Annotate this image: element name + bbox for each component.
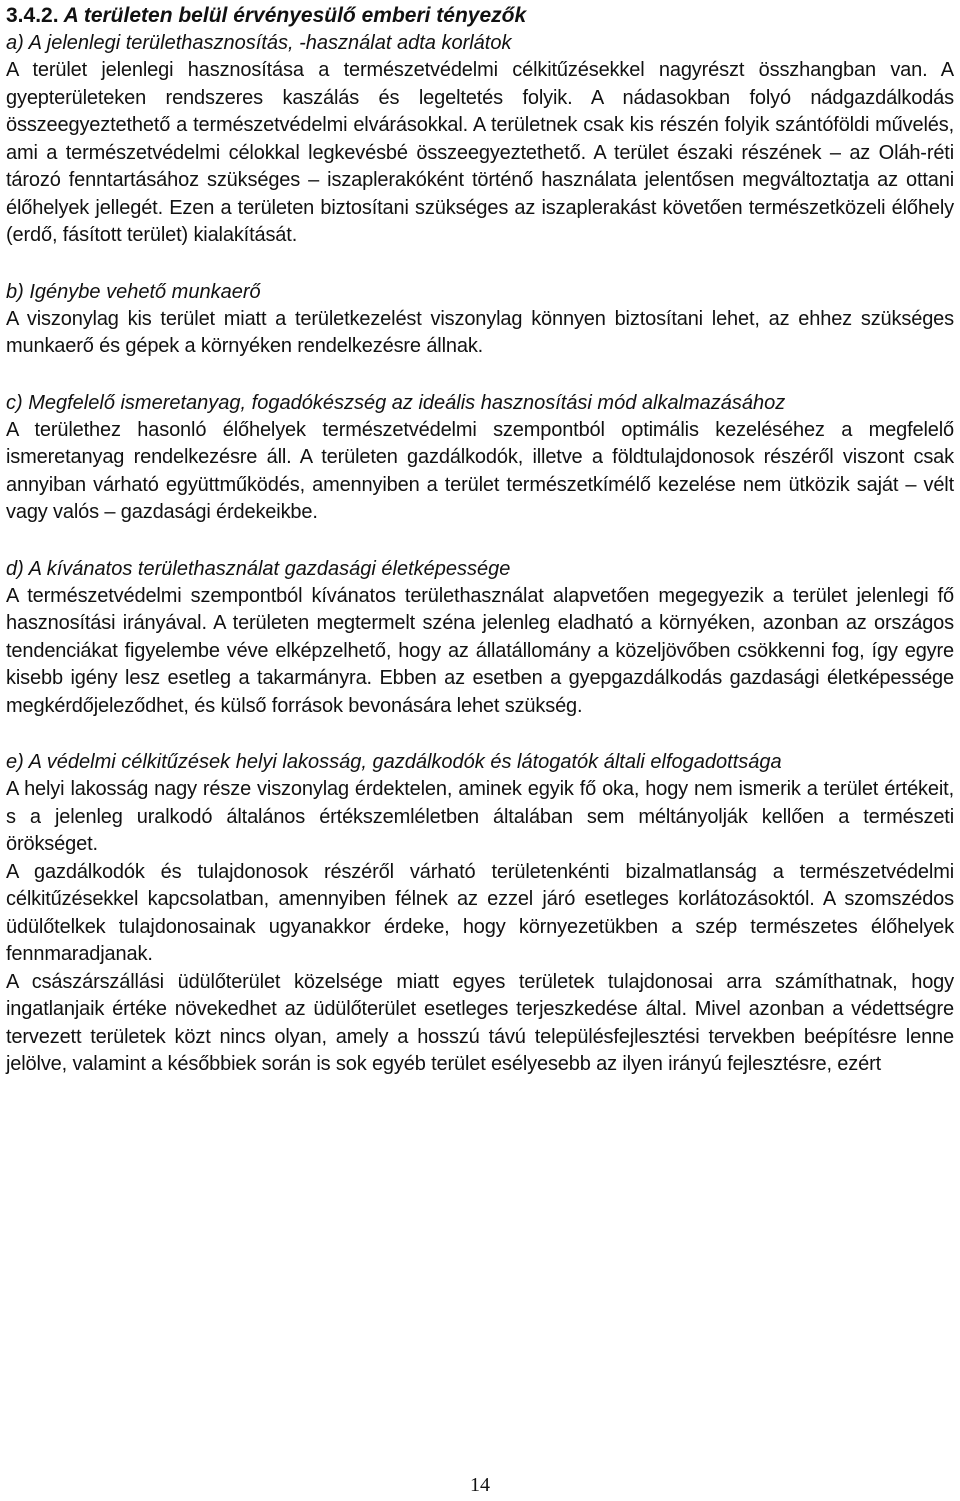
paragraph: A területhez hasonló élőhelyek természetvédelmi szempontból optimális kezeléséhez a megfelelő ismeretanyag rendelkezésre áll. A területen gazdálkodók, illetve a földtulajdonosok részéről viszont csak annyiban várható együttműködés, amennyiben a terület természetkímélő kezelése nem ütközik saját – vélt vagy valós – gazdasági érdekeikbe. bbox=[6, 418, 954, 523]
subsection-heading: b) Igénybe vehető munkaerő bbox=[6, 280, 261, 303]
paragraph: A helyi lakosság nagy része viszonylag érdektelen, aminek egyik fő oka, hogy nem ismerik a terület értékeit, s a jelenleg uralkodó általános értékszemléletben általában sem méltányolják kellően a természeti örökséget. bbox=[6, 778, 954, 855]
page-number: 14 bbox=[470, 1474, 490, 1496]
subsection-heading: a) A jelenlegi területhasznosítás, -használat adta korlátok bbox=[6, 32, 512, 54]
section-title-text: A területen belül érvényesülő emberi tényezők bbox=[63, 4, 527, 27]
paragraph: A viszonylag kis terület miatt a területkezelést viszonylag könnyen biztosítani lehet, az ehhez szükséges munkaerő és gépek a környéken rendelkezésre állnak. bbox=[6, 307, 954, 357]
subsection-heading: c) Megfelelő ismeretanyag, fogadókészség az ideális hasznosítási mód alkalmazásához bbox=[6, 391, 786, 414]
subsection-e bbox=[6, 749, 954, 1079]
paragraph: A természetvédelmi szempontból kívánatos területhasználat alapvetően megegyezik a terület jelenlegi fő hasznosítási irányával. A területen megtermelt széna jelenleg eladható a környéken, azonban az országos tendenciákat figyelembe véve elképzelhető, hogy az állatállomány a közeljövőben csökkenni fog, így egyre kisebb igény lesz esetleg a takarmányra. Ebben az esetben a gyepgazdálkodás gazdasági életképessége megkérdőjeleződhet, és külső források bevonására lehet szükség. bbox=[6, 584, 954, 717]
subsection-heading: e) A védelmi célkitűzések helyi lakosság, gazdálkodók és látogatók általi elfogadottsága bbox=[6, 751, 782, 773]
paragraph: A terület jelenlegi hasznosítása a természetvédelmi célkitűzésekkel nagyrészt összhangban van. A gyepterületeken rendszeres kaszálás és legeltetés folyik. A nádasokban folyó nádgazdálkodás összeegyeztethető a természetvédelmi elvárásokkal. A területnek csak kis részén folyik szántóföldi művelés, ami a természetvédelmi célokkal legkevésbé összeegyeztethető. A terület északi részének – az Oláh-réti tározó fenntartásához szükséges – iszaplerakóként történő használata jelentősen megváltoztatja az ottani élőhelyek jellegét. Ezen a területen biztosítani szükséges az iszaplerakást követően természetközeli élőhely (erdő, fásított terület) kialakítását. bbox=[6, 59, 954, 246]
subsection-b bbox=[6, 279, 954, 361]
paragraph: A császárszállási üdülőterület közelsége miatt egyes területek tulajdonosai arra számíthatnak, hogy ingatlanjaik értéke növekedhet az üdülőterület esetleges terjeszkedése által. Mivel azonban a védettségre tervezett területek közt nincs olyan, amely a hosszú távú településfejlesztési tervekben beépítésre lenne jelölve, valamint a későbbiek során is sok egyéb terület esélyesebb az ilyen irányú fejlesztésre, ezért bbox=[6, 970, 954, 1075]
subsection-heading: d) A kívánatos területhasználat gazdasági életképessége bbox=[6, 557, 511, 580]
subsection-a bbox=[6, 30, 954, 250]
section-title bbox=[6, 0, 954, 30]
subsection-d bbox=[6, 556, 954, 721]
paragraph: A gazdálkodók és tulajdonosok részéről várható területenkénti bizalmatlanság a természetvédelmi célkitűzésekkel kapcsolatban, amennyiben félnek az ezzel járó esetleges korlátozásoktól. A szomszédos üdülőtelkek tulajdonosainak ugyanakkor érdeke, hogy környezetükben a szép természetes élőhelyek fennmaradjanak. bbox=[6, 860, 954, 965]
subsection-c bbox=[6, 390, 954, 527]
section-number: 3.4.2. bbox=[6, 4, 59, 27]
